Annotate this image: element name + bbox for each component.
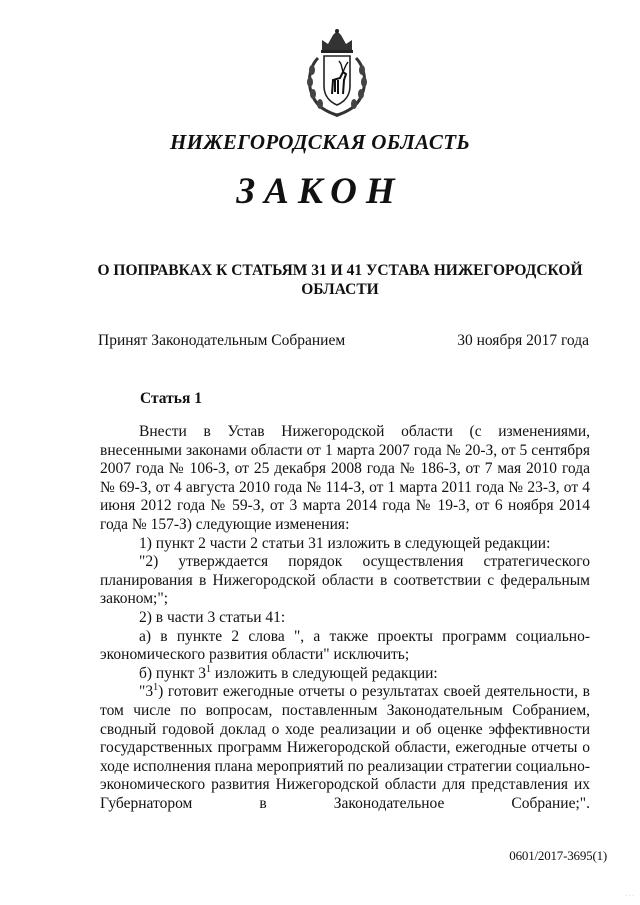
document-number: 0601/2017-3695(1) [509, 848, 607, 863]
quoted-text: "2) утверждается порядок осуществления стратегического планирования в Нижегородской области в соответствии с федеральным законом;"; [100, 553, 590, 608]
sub-item-text: изложить в следующей редакции: [211, 664, 438, 682]
adopted-by: Принят Законодательным Собранием [98, 332, 346, 349]
list-item: 1) пункт 2 части 2 статьи 31 изложить в следующей редакции: [139, 534, 551, 552]
superscript: 1 [206, 663, 211, 675]
document-title [95, 261, 585, 299]
list-item: 2) в части 3 статьи 41: [139, 608, 286, 626]
article-intro: Внести в Устав Нижегородской области (с изменениями, внесенными законами области от 1 марта 2007 года № 20-З, от 5 сентября 2007 года № 106-З, от 25 декабря 2008 года № 186-З, от 7 мая 2010 года № 69-З, от 4 августа 2010 года № 114-З, от 1 марта 2011 года № 23-З, от 4 июня 2012 года № 59-З, от 3 марта 2014 года № 19-З, от 6 ноября 2014 года № 157-З) следующие изменения: [100, 423, 590, 533]
superscript: 1 [153, 682, 159, 694]
region-heading: НИЖЕГОРОДСКАЯ ОБЛАСТЬ [170, 130, 470, 154]
scan-mark: · · · [625, 893, 634, 899]
adoption-date: 30 ноября 2017 года [457, 332, 589, 349]
sub-item-text: б) пункт 3 [139, 664, 206, 682]
quoted-text-body: ) готовит ежегодные отчеты о результатах своей деятельности, в том числе по вопросам, поставленным Законодательным Собранием, сводный годовой доклад о ходе реализации и об оценке эффективности государственных программ Нижегородской области, ежегодные отчеты о ходе исполнения плана мероприятий по реализации стратегии социально-экономического развития Нижегородской области для представления их Губернатором в Законодательное Собрание;". [100, 683, 590, 812]
document-title-line: ОБЛАСТИ [301, 281, 379, 298]
sub-item: а) в пункте 2 слова ", а также проекты программ социально-экономического развития области" исключить; [100, 627, 590, 664]
document-type: ЗАКОН [236, 171, 404, 212]
quoted-text [100, 683, 590, 813]
quoted-text-start: "3 [139, 683, 154, 701]
coat-of-arms-icon [300, 28, 374, 118]
document-title-line: О ПОПРАВКАХ К СТАТЬЯМ 31 И 41 УСТАВА НИЖЕГОРОДСКОЙ [97, 262, 583, 279]
article-body [100, 423, 590, 813]
article-heading: Статья 1 [140, 390, 202, 407]
sub-item [100, 665, 590, 684]
